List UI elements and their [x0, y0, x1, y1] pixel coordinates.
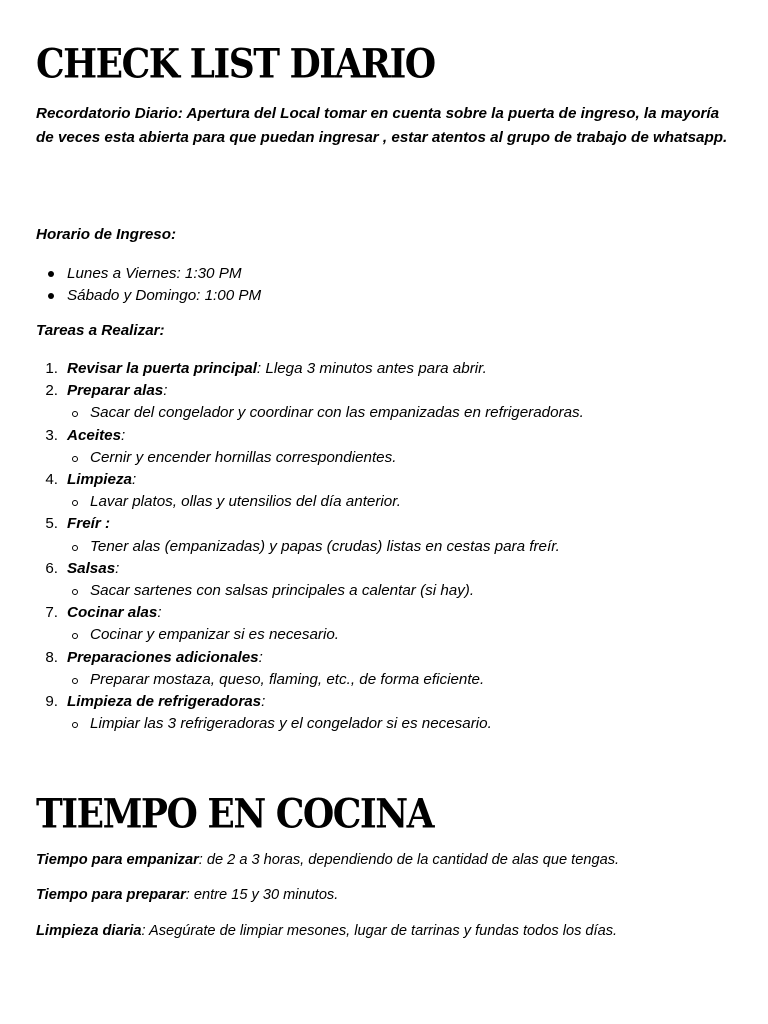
task-item: [36, 469, 756, 513]
horario-item: Lunes a Viernes: 1:30 PM: [36, 263, 261, 285]
task-item: [36, 513, 756, 557]
task-item: [36, 647, 756, 691]
task-colon: :: [261, 693, 266, 711]
cocina-text: : Asegúrate de limpiar mesones, lugar de tarrinas y fundas todos los días.: [141, 923, 618, 939]
tareas-list: [36, 358, 756, 735]
cocina-item: [36, 887, 338, 903]
task-number: 9.: [45, 693, 58, 711]
horario-item: Sábado y Domingo: 1:00 PM: [36, 285, 261, 307]
task-number: 5.: [45, 515, 58, 533]
task-subitem: Preparar mostaza, queso, flaming, etc., de forma eficiente.: [67, 669, 756, 691]
task-number: 3.: [45, 426, 58, 444]
task-number: 4.: [45, 471, 58, 489]
cocina-label: Tiempo para preparar: [36, 887, 186, 903]
task-subitem: Limpiar las 3 refrigeradoras y el congelador si es necesario.: [67, 713, 756, 735]
task-subitem: Tener alas (empanizadas) y papas (crudas) listas en cestas para freír.: [67, 536, 756, 558]
task-subitem: Cernir y encender hornillas correspondientes.: [67, 447, 756, 469]
cocina-text: : de 2 a 3 horas, dependiendo de la cantidad de alas que tengas.: [198, 852, 620, 868]
task-subitem: Lavar platos, ollas y utensilios del día anterior.: [67, 491, 756, 513]
task-colon: :: [163, 382, 168, 400]
task-colon: :: [132, 471, 137, 489]
cocina-item: [36, 923, 617, 939]
task-text: Llega 3 minutos antes para abrir.: [261, 360, 487, 377]
horario-list: [36, 263, 261, 307]
task-title: Limpieza de refrigeradoras: [67, 693, 262, 711]
task-title: Preparaciones adicionales: [67, 648, 259, 666]
page-title: CHECK LIST DIARIO: [36, 40, 435, 88]
task-subitem: Sacar sartenes con salsas principales a calentar (si hay).: [67, 580, 756, 602]
cocina-label: Tiempo para empanizar: [36, 852, 199, 868]
task-number: 7.: [45, 604, 58, 622]
task-title: Revisar la puerta principal: [67, 360, 257, 377]
task-colon: :: [256, 360, 262, 377]
task-title: Cocinar alas: [67, 604, 158, 622]
task-item: [36, 558, 756, 602]
task-colon: :: [258, 648, 263, 666]
task-item: [36, 358, 756, 380]
task-colon: :: [115, 559, 120, 577]
task-title: Salsas: [67, 559, 116, 577]
task-title: Preparar alas: [67, 382, 164, 400]
task-item: [36, 602, 756, 646]
task-number: 1.: [45, 360, 58, 377]
task-subitem: Cocinar y empanizar si es necesario.: [67, 624, 756, 646]
intro-paragraph: Recordatorio Diario: Apertura del Local tomar en cuenta sobre la puerta de ingreso, la mayoría de veces esta abierta para que puedan ingresar , estar atentos al grupo de trabajo de whatsapp.: [36, 105, 728, 146]
task-item: [36, 425, 756, 469]
task-title: Freír :: [67, 515, 111, 533]
task-colon: :: [157, 604, 162, 622]
tareas-label: Tareas a Realizar:: [36, 322, 165, 339]
task-title: Limpieza: [67, 471, 132, 489]
task-number: 6.: [45, 559, 58, 577]
task-item: [36, 691, 756, 735]
horario-label: Horario de Ingreso:: [36, 226, 177, 243]
cocina-label: Limpieza diaria: [36, 923, 142, 939]
section-title-cocina: TIEMPO EN COCINA: [36, 790, 434, 838]
task-title: Aceites: [67, 426, 122, 444]
cocina-text: : entre 15 y 30 minutos.: [185, 887, 339, 903]
task-subitem: Sacar del congelador y coordinar con las empanizadas en refrigeradoras.: [67, 402, 756, 424]
task-number: 8.: [45, 648, 58, 666]
cocina-item: [36, 852, 619, 868]
task-item: [36, 380, 756, 424]
task-number: 2.: [45, 382, 58, 400]
task-colon: :: [121, 426, 126, 444]
